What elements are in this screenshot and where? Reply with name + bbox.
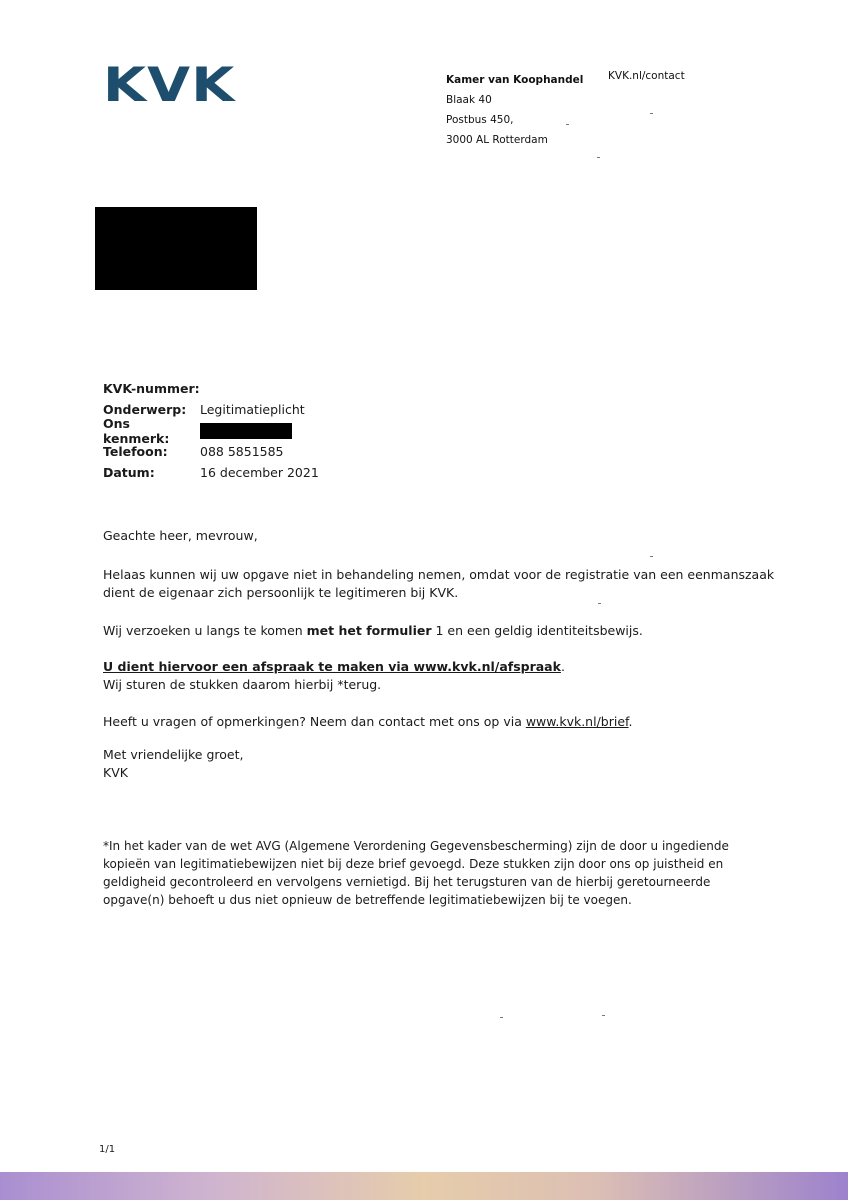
meta-row-kvk (103, 378, 319, 399)
paragraph-request (103, 622, 783, 640)
redacted-reference (200, 423, 292, 439)
page-number: 1/1 (99, 1144, 116, 1155)
address-line-name: Kamer van Koophandel (446, 74, 584, 86)
avg-footnote: *In het kader van de wet AVG (Algemene Verordening Gegevensbescherming) zijn de door u ingediende kopieën van legitimatiebewijzen niet bij deze brief gevoegd. Deze stukken zijn door ons op juistheid en geldigheid gecontroleerd en vervolgens vernietigd. Bij het terugsturen van de hierbij geretourneerde opgave(n) behoeft u dus niet opnieuw de betreffende legitimatiebewijzen bij te voegen. (103, 839, 729, 907)
subject-value: Legitimatieplicht (200, 402, 305, 417)
request-text-bold: met het formulier (306, 623, 432, 638)
brief-link[interactable]: www.kvk.nl/brief (525, 714, 629, 729)
paragraph-appointment (103, 658, 783, 694)
scan-speck (650, 113, 653, 114)
phone-value: 088 5851585 (200, 444, 284, 459)
subject-label: Onderwerp: (103, 402, 187, 417)
date-value: 16 december 2021 (200, 465, 319, 480)
scan-speck (598, 603, 601, 604)
kvk-logo: KVK (103, 58, 236, 113)
questions-text: Heeft u vragen of opmerkingen? Neem dan contact met ons op via (103, 714, 526, 729)
letter-metadata (103, 378, 319, 483)
address-line-street: Blaak 40 (446, 94, 492, 106)
paragraph-registration: Helaas kunnen wij uw opgave niet in behandeling nemen, omdat voor de registratie van een eenmanszaak dient de eigenaar zich persoonlijk te legitimeren bij KVK. (103, 567, 775, 600)
address-line-postbus: Postbus 450, (446, 114, 514, 126)
sender-address (446, 70, 583, 150)
phone-label: Telefoon: (103, 444, 168, 459)
contact-link[interactable]: KVK.nl/contact (608, 70, 685, 82)
date-label: Datum: (103, 465, 155, 480)
scan-color-stripe (0, 1172, 848, 1200)
scan-speck (650, 556, 653, 557)
paragraph-questions (103, 713, 783, 731)
request-text-post: 1 en een geldig identiteitsbewijs. (431, 623, 643, 638)
address-line-city: 3000 AL Rotterdam (446, 134, 548, 146)
scan-speck (566, 124, 569, 125)
scan-speck (500, 1017, 503, 1018)
closing-sender: KVK (103, 765, 128, 780)
reference-label: Ons kenmerk: (103, 415, 170, 446)
return-text: Wij sturen de stukken daarom hierbij *terug. (103, 677, 382, 692)
closing-greeting: Met vriendelijke groet, (103, 747, 244, 762)
request-text-pre: Wij verzoeken u langs te komen (103, 623, 307, 638)
salutation: Geachte heer, mevrouw, (103, 528, 258, 543)
questions-dot: . (628, 714, 633, 729)
appointment-link[interactable]: U dient hiervoor een afspraak te maken via www.kvk.nl/afspraak (103, 659, 561, 674)
redacted-recipient-address (95, 207, 257, 290)
scan-speck (597, 157, 600, 158)
meta-row-date (103, 462, 319, 483)
kvk-number-label: KVK-nummer: (103, 381, 200, 396)
closing-block (103, 746, 783, 782)
meta-row-phone (103, 441, 319, 462)
appointment-dot: . (560, 659, 565, 674)
scan-speck (602, 1015, 605, 1016)
meta-row-reference (103, 415, 319, 446)
